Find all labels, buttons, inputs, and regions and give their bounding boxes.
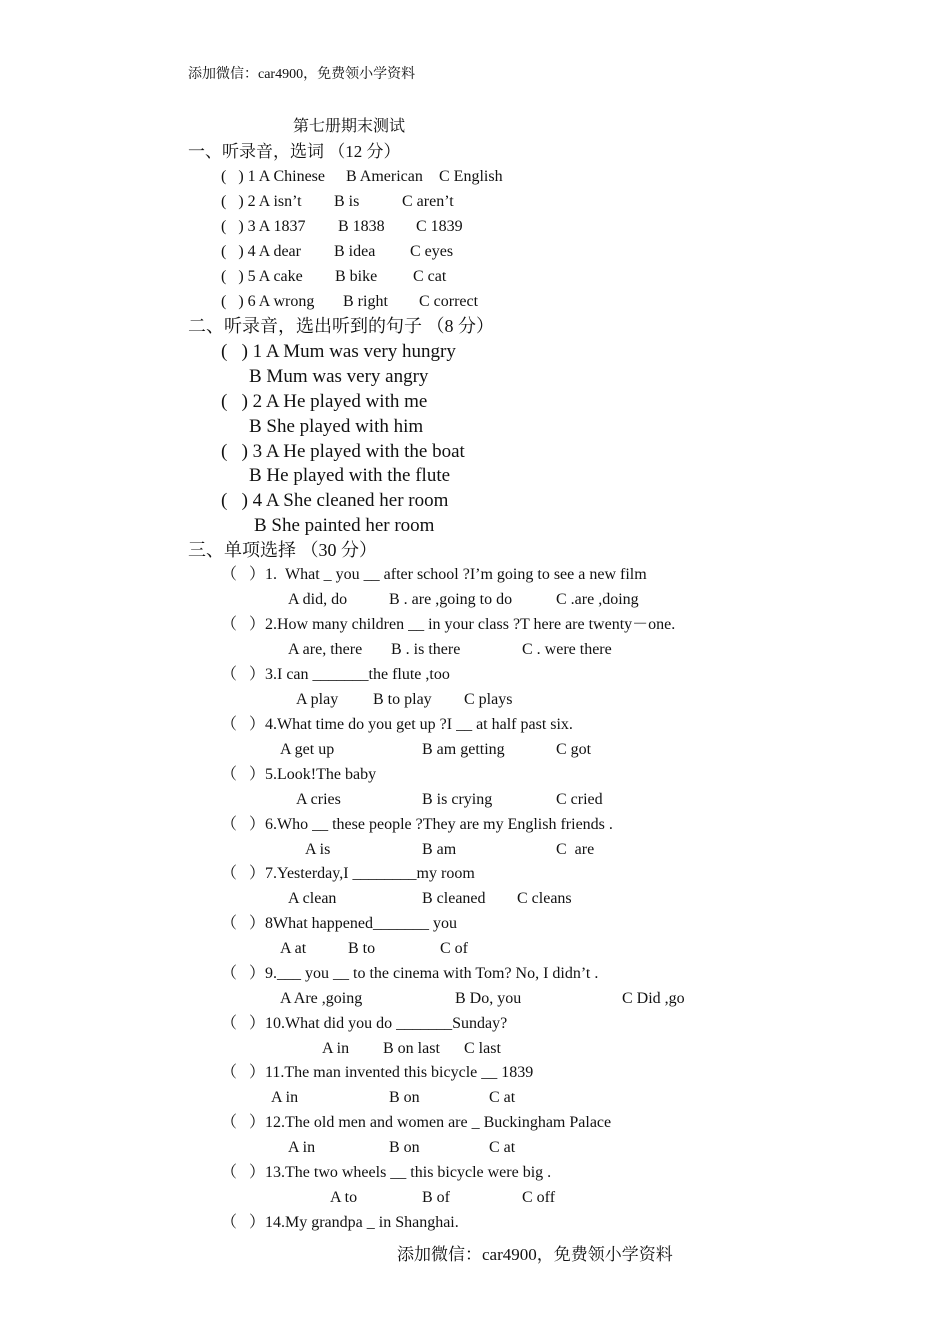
question-text: ( ) 4 A dear <box>221 243 301 260</box>
option-a: A play <box>296 691 339 708</box>
option-b: B He played with the flute <box>249 465 451 486</box>
question-text: （ ）5.Look!The baby <box>221 766 377 783</box>
option-c: C at <box>489 1139 516 1156</box>
option-b: B to <box>348 940 376 957</box>
option-c: C 1839 <box>416 218 463 235</box>
question-text: （ ）13.The two wheels __ this bicycle were big . <box>221 1164 552 1181</box>
option-c: C eyes <box>410 243 454 260</box>
header-note: 添加微信：car4900，免费领小学资料 <box>188 67 416 82</box>
question-text: （ ）2.How many children __ in your class ?T here are twenty－one. <box>221 616 676 633</box>
option-a: A in <box>288 1139 316 1156</box>
option-a: A in <box>322 1040 350 1057</box>
question-text: （ ）7.Yesterday,I ________my room <box>221 865 475 882</box>
option-b: B on last <box>383 1040 440 1057</box>
question-text: （ ）8What happened_______ you <box>221 915 457 932</box>
option-b: B to play <box>373 691 432 708</box>
question-text: （ ）11.The man invented this bicycle __ 1839 <box>221 1064 534 1081</box>
option-a: A Are ,going <box>280 990 363 1007</box>
question-text: （ ）3.I can _______the flute ,too <box>221 666 450 683</box>
option-c: C got <box>556 741 592 758</box>
option-c: C English <box>439 168 503 185</box>
option-a: ( ) 2 A He played with me <box>221 391 428 412</box>
section-heading: 一、听录音，选词 （12 分） <box>188 142 401 161</box>
question-text: （ ）14.My grandpa _ in Shanghai. <box>221 1214 459 1231</box>
question-text: （ ）10.What did you do _______Sunday? <box>221 1015 508 1032</box>
option-a: A is <box>305 841 331 858</box>
option-c: C last <box>464 1040 501 1057</box>
question-text: ( ) 2 A isn’t <box>221 193 302 210</box>
question-text: （ ）6.Who __ these people ?They are my English friends . <box>221 816 613 833</box>
option-b: B bike <box>335 268 378 285</box>
question-text: （ ）12.The old men and women are _ Buckingham Palace <box>221 1114 612 1131</box>
option-c: C of <box>440 940 468 957</box>
option-c: C plays <box>464 691 513 708</box>
option-c: C Did ,go <box>622 990 685 1007</box>
option-a: A clean <box>288 890 337 907</box>
option-b: B cleaned <box>422 890 486 907</box>
section-heading: 二、听录音，选出听到的句子 （8 分） <box>188 316 494 336</box>
option-a: ( ) 1 A Mum was very hungry <box>221 341 456 362</box>
question-text: ( ) 5 A cake <box>221 268 303 285</box>
option-a: A to <box>330 1189 358 1206</box>
footer-note: 添加微信：car4900，免费领小学资料 <box>397 1245 673 1264</box>
option-b: B . are ,going to do <box>389 591 513 608</box>
option-c: C cat <box>413 268 447 285</box>
option-c: C aren’t <box>402 193 454 210</box>
option-b: B Do, you <box>455 990 522 1007</box>
section-heading: 三、单项选择 （30 分） <box>188 540 377 560</box>
page-title: 第七册期末测试 <box>293 118 406 135</box>
option-b: B on <box>389 1139 420 1156</box>
option-c: C . were there <box>522 641 612 658</box>
option-a: A at <box>280 940 307 957</box>
question-text: ( ) 3 A 1837 <box>221 218 306 235</box>
option-b: B am getting <box>422 741 505 758</box>
option-b: B idea <box>334 243 376 260</box>
option-b: B of <box>422 1189 450 1206</box>
option-b: B is <box>334 193 360 210</box>
option-b: B on <box>389 1089 420 1106</box>
option-b: B She played with him <box>249 416 424 437</box>
option-a: A in <box>271 1089 299 1106</box>
option-c: C are <box>556 841 595 858</box>
question-text: （ ）9.___ you __ to the cinema with Tom? No, I didn’t . <box>221 965 599 982</box>
option-b: B am <box>422 841 457 858</box>
option-b: B is crying <box>422 791 493 808</box>
option-b: B Mum was very angry <box>249 366 429 387</box>
option-a: A did, do <box>288 591 348 608</box>
option-b: B She painted her room <box>254 515 435 536</box>
option-c: C cleans <box>517 890 572 907</box>
option-b: B American <box>346 168 423 185</box>
question-text: ( ) 6 A wrong <box>221 293 315 310</box>
option-c: C correct <box>419 293 479 310</box>
question-text: （ ）4.What time do you get up ?I __ at half past six. <box>221 716 573 733</box>
option-c: C off <box>522 1189 556 1206</box>
option-a: A cries <box>296 791 341 808</box>
option-c: C at <box>489 1089 516 1106</box>
option-b: B . is there <box>391 641 461 658</box>
option-a: ( ) 4 A She cleaned her room <box>221 490 449 511</box>
question-text: ( ) 1 A Chinese <box>221 168 325 185</box>
option-a: ( ) 3 A He played with the boat <box>221 441 465 462</box>
question-text: （ ）1. What _ you __ after school ?I’m going to see a new film <box>221 566 647 583</box>
option-c: C cried <box>556 791 603 808</box>
option-a: A are, there <box>288 641 363 658</box>
option-b: B right <box>343 293 388 310</box>
option-a: A get up <box>280 741 335 758</box>
option-c: C .are ,doing <box>556 591 639 608</box>
option-b: B 1838 <box>338 218 385 235</box>
